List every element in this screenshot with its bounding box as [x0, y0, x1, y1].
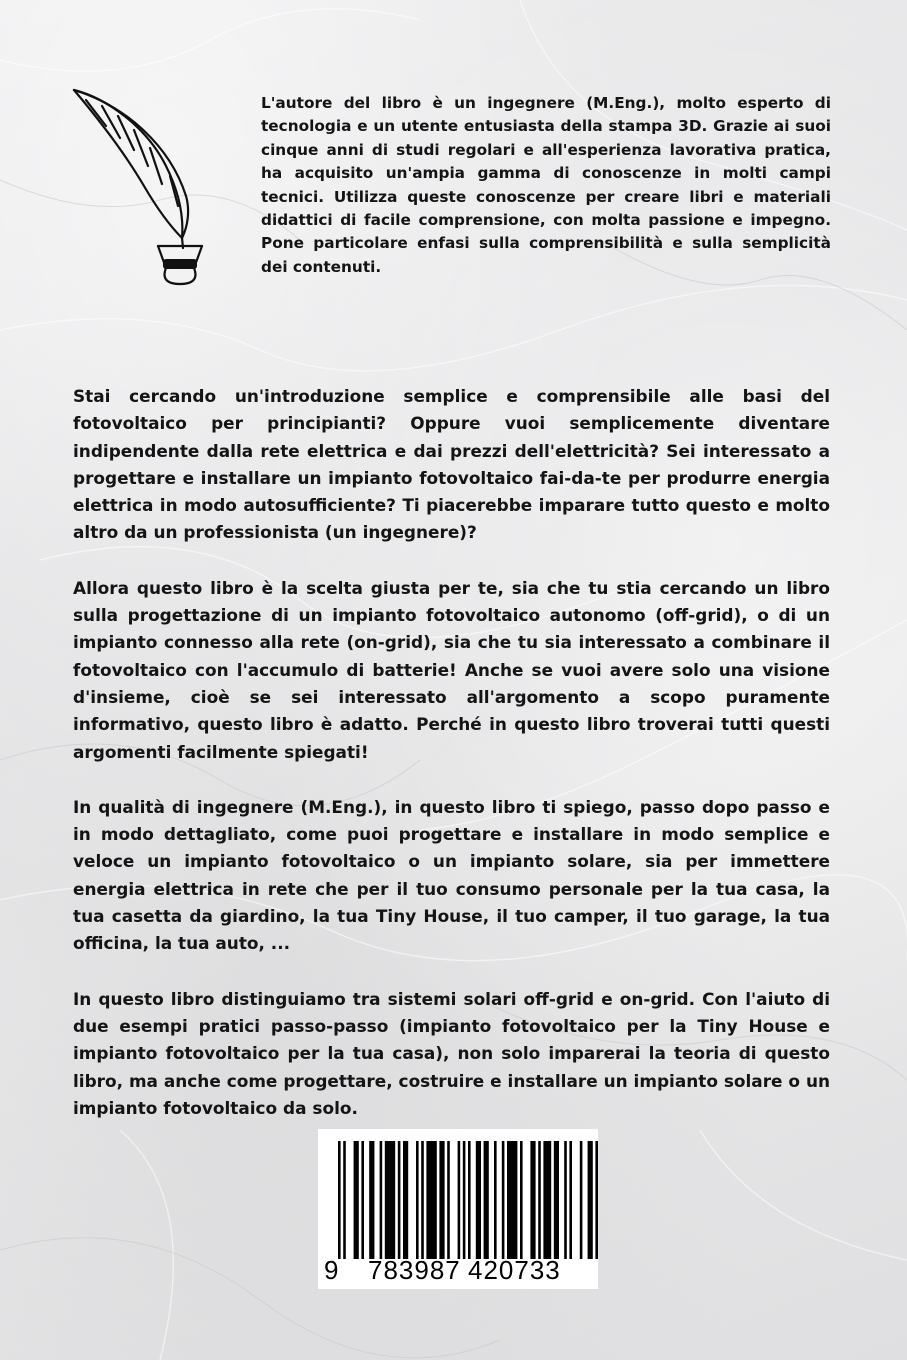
barcode-bar — [385, 1141, 395, 1259]
author-bio: L'autore del libro è un ingegnere (M.Eng.), molto esperto di tecnologia e un utente entusiasta della stampa 3D. Grazie ai suoi cinque anni di studi regolari e all'esperienza lavorativa pratica, ha acquisito un'ampia gamma di conoscenze in molti campi tecnici. Utilizza queste conoscenze per creare libri e materiali didattici di facile comprensione, con molta passione e impegno. Pone particolare enfasi sulla comprensibilità e sulla semplicità dei contenuti. — [261, 94, 831, 276]
barcode-bar — [416, 1141, 419, 1259]
barcode-bar — [569, 1141, 572, 1259]
barcode-bar — [580, 1141, 583, 1259]
barcode-bar — [338, 1141, 341, 1259]
barcode-bar — [447, 1141, 450, 1259]
barcode-bar — [354, 1141, 359, 1259]
barcode-bar — [502, 1141, 505, 1259]
description-paragraph-2: Allora questo libro è la scelta giusta per te, sia che tu stia cercando un libro sulla progettazione di un impianto fotovoltaico autonomo (off-grid), o di un impianto connesso alla rete (on-grid), sia che tu sia interessato a combinare il fotovoltaico con l'accumulo di batterie! Anche se vuoi avere solo una visione d'insieme, cioè se sei interessato all'argomento a scopo puramente informativo, questo libro è adatto. Perché in questo libro troverai tutti questi argomenti facilmente spiegati! — [73, 577, 830, 762]
description-paragraph-3: In qualità di ingegnere (M.Eng.), in questo libro ti spiego, passo dopo passo e in modo dettagliato, come puoi progettare e installare in modo semplice e veloce un impianto fotovoltaico o un impianto solare, sia per immettere energia elettrica in rete che per il tuo consumo personale per la tua casa, la tua casetta da giardino, la tua Tiny House, il tuo camper, il tuo garage, la tua officina, la tua auto, ... — [73, 796, 830, 954]
quill-inkwell-icon — [66, 86, 216, 286]
isbn-barcode — [318, 1129, 598, 1289]
barcode-bar — [530, 1141, 535, 1259]
barcode-bar — [538, 1141, 541, 1259]
barcode-bar — [494, 1141, 497, 1259]
barcode-bar — [520, 1141, 523, 1259]
barcode-bar — [543, 1141, 551, 1259]
book-description — [73, 383, 830, 1150]
isbn-first-digit: 9 — [324, 1255, 339, 1285]
barcode-bar — [484, 1141, 489, 1259]
barcode-bar — [439, 1141, 444, 1259]
isbn-left-digits: 783987 — [368, 1255, 461, 1285]
isbn-number — [318, 1255, 598, 1285]
barcode-bar — [476, 1141, 481, 1259]
isbn-right-digits: 420733 — [468, 1255, 561, 1285]
barcode-bar — [463, 1141, 466, 1259]
barcode-bar — [380, 1141, 383, 1259]
barcode-bar — [369, 1141, 374, 1259]
barcode-bar — [343, 1141, 346, 1259]
barcode-bar — [588, 1141, 593, 1259]
barcode-bar — [564, 1141, 567, 1259]
barcode-bar — [421, 1141, 424, 1259]
description-paragraph-4: In questo libro distinguiamo tra sistemi solari off-grid e on-grid. Con l'aiuto di due esempi pratici passo-passo (impianto fotovoltaico per la Tiny House e impianto fotovoltaico per la tua casa), non solo imparerai la teoria di questo libro, ma anche come progettare, costruire e installare un impianto solare o un impianto fotovoltaico da solo. — [73, 988, 830, 1118]
barcode-bar — [458, 1141, 461, 1259]
barcode-bar — [595, 1141, 598, 1259]
barcode-bar — [426, 1141, 436, 1259]
barcode-bar — [554, 1141, 559, 1259]
description-paragraph-1: Stai cercando un'introduzione semplice e comprensibile alle basi del fotovoltaico per principianti? Oppure vuoi semplicemente diventare indipendente dalla rete elettrica e dai prezzi dell'elettricità? Sei interessato a progettare e installare un impianto fotovoltaico fai-da-te per produrre energia elettrica in modo autosufficiente? Ti piacerebbe imparare tutto questo e molto altro da un professionista (un ingegnere)? — [73, 386, 830, 543]
barcode-bar — [361, 1141, 364, 1259]
barcode-bar — [468, 1141, 471, 1259]
barcode-bar — [507, 1141, 517, 1259]
barcode-bar — [398, 1141, 401, 1259]
barcode-bar — [403, 1141, 408, 1259]
